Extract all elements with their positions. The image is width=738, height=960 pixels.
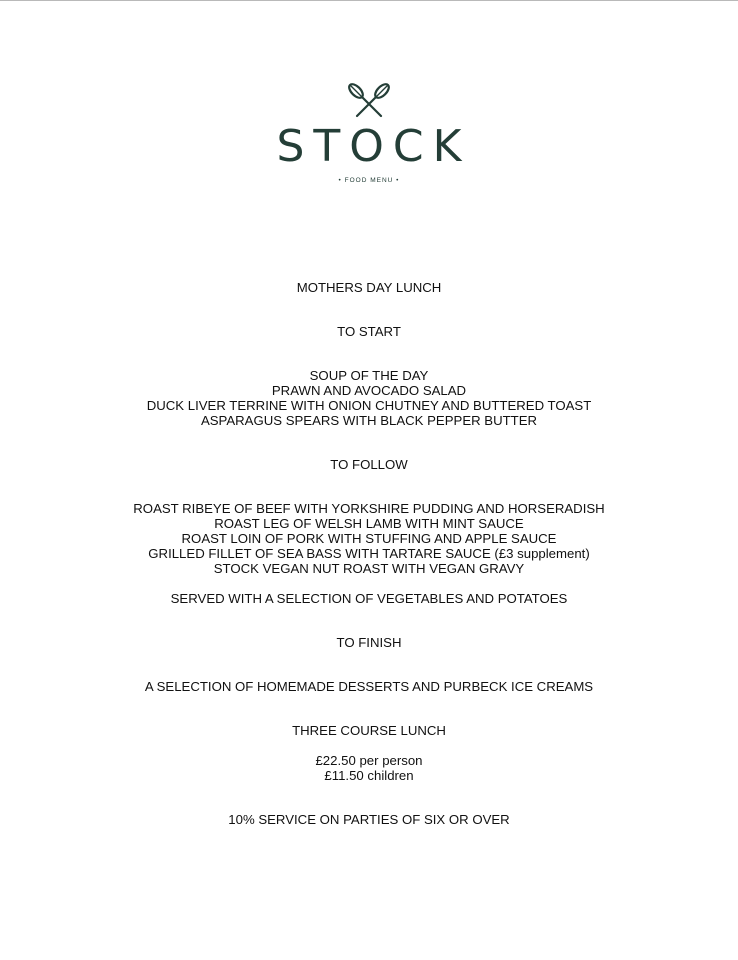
main-item: GRILLED FILLET OF SEA BASS WITH TARTARE SAUCE (£3 supplement)	[148, 546, 590, 561]
mains-heading: TO FOLLOW	[330, 457, 408, 472]
dessert-item: A SELECTION OF HOMEMADE DESSERTS AND PURBECK ICE CREAMS	[144, 679, 594, 694]
starter-item: ASPARAGUS SPEARS WITH BLACK PEPPER BUTTER	[200, 413, 538, 428]
starter-item: DUCK LIVER TERRINE WITH ONION CHUTNEY AND BUTTERED TOAST	[146, 398, 592, 413]
main-item: ROAST LOIN OF PORK WITH STUFFING AND APPLE SAUCE	[181, 531, 557, 546]
main-item: ROAST LEG OF WELSH LAMB WITH MINT SAUCE	[214, 516, 524, 531]
adult-price: £22.50 per person	[315, 753, 423, 768]
starter-item: SOUP OF THE DAY	[309, 368, 429, 383]
stock-logo	[0, 80, 738, 184]
crossed-whisks-icon	[343, 80, 395, 120]
desserts-heading: TO FINISH	[336, 635, 402, 650]
brand-subtitle: • FOOD MENU •	[338, 177, 400, 184]
service-note: 10% SERVICE ON PARTIES OF SIX OR OVER	[228, 812, 510, 827]
main-item: STOCK VEGAN NUT ROAST WITH VEGAN GRAVY	[213, 561, 525, 576]
menu-title: MOTHERS DAY LUNCH	[296, 280, 442, 295]
mains-note: SERVED WITH A SELECTION OF VEGETABLES AND POTATOES	[170, 591, 568, 606]
main-item: ROAST RIBEYE OF BEEF WITH YORKSHIRE PUDDING AND HORSERADISH	[133, 501, 605, 516]
starter-item: PRAWN AND AVOCADO SALAD	[271, 383, 467, 398]
menu-body	[0, 280, 738, 827]
pricing-heading: THREE COURSE LUNCH	[292, 723, 446, 738]
child-price: £11.50 children	[324, 768, 414, 783]
top-border	[0, 0, 738, 1]
starters-heading: TO START	[337, 324, 401, 339]
brand-name: STOCK	[276, 121, 471, 172]
